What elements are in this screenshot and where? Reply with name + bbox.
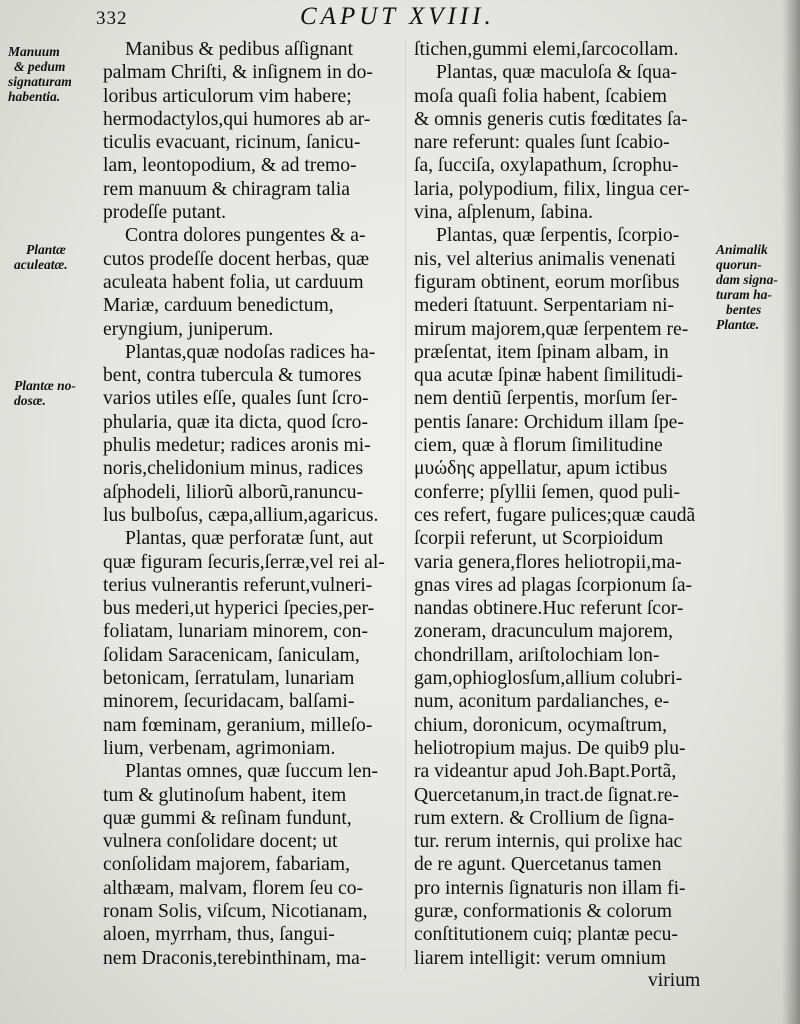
left-text-column (103, 38, 401, 970)
text-line: phularia, quæ ita dicta, quod ſcro- (103, 411, 368, 433)
text-line: aculeata habent folia, ut carduum (103, 271, 364, 293)
text-line: figuram obtinent, eorum morſibus (414, 271, 680, 293)
text-line: chondrillam, ariſtolochiam lon- (414, 644, 660, 666)
margin-note-hands-feet (8, 44, 72, 104)
text-line: pentis ſanare: Orchidum illam ſpe- (414, 411, 684, 433)
text-line: bus mederi,ut hyperici ſpecies,per- (103, 598, 375, 620)
text-line: Plantas omnes, quæ ſuccum len- (125, 761, 379, 783)
text-line: Plantas, quæ ſerpentis, ſcorpio- (436, 225, 680, 247)
text-line: phulis medetur; radices aronis mi- (103, 435, 371, 457)
text-line: qua acutæ ſpinæ habent ſimilitudi- (414, 365, 683, 387)
text-line: prodeſſe putant. (103, 202, 226, 224)
text-line: Plantas, quæ maculoſa & ſqua- (436, 62, 678, 84)
margin-note-line: Plantæ (26, 242, 66, 257)
text-line: ces refert, fugare pulices;quæ caudã (414, 504, 696, 526)
text-line: Mariæ, carduum benedictum, (103, 295, 334, 317)
margin-note-line: bentes (726, 302, 762, 317)
text-line: palmam Chriſti, & inſignem in do- (103, 62, 373, 84)
text-line: chium, doronicum, ocymaſtrum, (414, 714, 668, 736)
text-line: nem dentiũ ſerpentis, morſum ſer- (414, 388, 678, 410)
text-line: liarem intelligit: verum omnium (414, 947, 666, 969)
text-line: pro internis ſignaturis non illam fi- (414, 877, 686, 899)
margin-note-aculeatae (14, 242, 68, 272)
text-line: conſtitutionem cuiq; plantæ pecu- (414, 924, 678, 946)
text-line: ſa, ſucciſa, oxylapathum, ſcrophu- (414, 155, 679, 177)
text-line: gnas vires ad plagas ſcorpionum ſa- (414, 574, 693, 596)
text-line: laria, polypodium, filix, lingua cer- (414, 178, 690, 200)
text-line: ſolidam Saracenicam, ſaniculam, (103, 644, 360, 666)
text-line: althæam, malvam, florem ſeu co- (103, 877, 364, 899)
text-line: lus bulboſus, cæpa,allium,agaricus. (103, 504, 379, 526)
text-line: cutos prodeſſe docent herbas, quæ (103, 248, 370, 270)
text-line: Plantas,quæ nodoſas radices ha- (125, 341, 376, 363)
text-line: ra videantur apud Joh.Bapt.Portã, (414, 761, 677, 783)
text-line: quæ figuram ſecuris,ſerræ,vel rei al- (103, 551, 385, 573)
text-line: heliotropium majus. De quib9 plu- (414, 737, 686, 759)
text-line: rum extern. & Crollium de ſigna- (414, 807, 675, 829)
margin-note-line: signaturam (8, 74, 72, 89)
column-gutter (405, 40, 406, 970)
text-line: ticulis evacuant, ricinum, ſanicu- (103, 132, 361, 154)
text-line: ciem, quæ à florum ſimilitudine (414, 435, 663, 457)
text-line: mederi ſtatuunt. Serpentariam ni- (414, 295, 675, 317)
margin-note-line: aculeatæ. (14, 257, 68, 272)
text-line: hermodactylos,qui humores ab ar- (103, 108, 371, 130)
margin-note-line: Animalik (716, 242, 768, 257)
text-line: minorem, ſecuridacam, balſami- (103, 691, 355, 713)
margin-note-animalium (716, 242, 778, 332)
text-line: rem manuum & chiragram talia (103, 178, 351, 200)
text-line: nare referunt: quales ſunt ſcabio- (414, 132, 670, 154)
page-number: 332 (96, 8, 128, 29)
running-head: CAPUT XVIII. (300, 3, 495, 30)
text-line: mirum majorem,quæ ſerpentem re- (414, 318, 689, 340)
text-line: conferre; pſyllii ſemen, quod puli- (414, 481, 681, 503)
text-line: ſtichen,gummi elemi,ſarcocollam. (414, 39, 679, 60)
text-line: aſphodeli, liliorũ alborũ,ranuncu- (103, 481, 364, 503)
text-line: guræ, conformationis & colorum (414, 900, 672, 922)
text-line: ronam Solis, viſcum, Nicotianam, (103, 900, 368, 922)
text-line: nem Draconis,terebinthinam, ma- (103, 947, 367, 969)
margin-note-line: Manuum (8, 44, 60, 59)
page-edge-shadow (782, 0, 800, 1024)
text-line: Contra dolores pungentes & a- (125, 225, 366, 247)
text-line: lam, leontopodium, & ad tremo- (103, 155, 357, 177)
margin-note-line: quorun- (716, 257, 762, 272)
text-line: noris,chelidonium minus, radices (103, 458, 364, 480)
margin-note-line: dam signa- (716, 272, 778, 287)
text-line: aloen, myrrham, thus, ſangui- (103, 924, 335, 946)
text-line: gam,ophioglosſum,allium colubri- (414, 668, 683, 690)
page-header (0, 2, 800, 36)
text-line: nis, vel alterius animalis venenati (414, 248, 676, 270)
text-line: betonicam, ſerratulam, lunariam (103, 668, 355, 690)
margin-note-line: Plantæ no- (14, 378, 76, 393)
text-line: Manibus & pedibus aſſignant (125, 39, 354, 60)
text-line: nam fœminam, geranium, milleſo- (103, 714, 373, 736)
margin-note-nodosae (14, 378, 76, 408)
text-line: vina, aſplenum, ſabina. (414, 202, 594, 224)
text-line: vulnera conſolidare docent; ut (103, 831, 338, 853)
text-line: tum & glutinoſum habent, item (103, 784, 347, 806)
text-line: lium, verbenam, agrimoniam. (103, 737, 336, 759)
text-line: ſcorpii referunt, ut Scorpioidum (414, 528, 664, 550)
text-line: varios utiles eſſe, quales ſunt ſcro- (103, 388, 369, 410)
catchword: virium (648, 970, 701, 991)
text-line: Quercetanum,in tract.de ſignat.re- (414, 784, 679, 806)
text-line: foliatam, lunariam minorem, con- (103, 621, 368, 643)
text-line: num, aconitum pardalianches, e- (414, 691, 670, 713)
margin-note-line: turam ha- (716, 287, 772, 302)
text-line: zoneram, dracunculum majorem, (414, 621, 673, 643)
text-line: nandas obtinere.Huc referunt ſcor- (414, 598, 684, 620)
text-line: varia genera,flores heliotropii,ma- (414, 551, 682, 573)
margin-note-line: habentia. (8, 89, 61, 104)
text-line: bent, contra tubercula & tumores (103, 365, 362, 387)
text-line: eryngium, juniperum. (103, 318, 274, 340)
text-line: μυώδης appellatur, apum ictibus (414, 458, 668, 480)
right-text-column (414, 38, 712, 970)
text-line: Plantas, quæ perforatæ ſunt, aut (125, 528, 374, 550)
text-line: de re agunt. Quercetanus tamen (414, 854, 662, 876)
text-line: terius vulnerantis referunt,vulneri- (103, 574, 373, 596)
text-line: conſolidam majorem, fabariam, (103, 854, 351, 876)
text-line: quæ gummi & reſinam fundunt, (103, 807, 352, 829)
margin-note-line: dosæ. (14, 393, 46, 408)
text-line: moſa quaſi folia habent, ſcabiem (414, 85, 667, 107)
text-line: præſentat, item ſpinam albam, in (414, 341, 669, 363)
margin-note-line: Plantæ. (716, 317, 760, 332)
text-line: & omnis generis cutis fœditates ſa- (414, 108, 688, 130)
text-line: loribus articulorum vim habere; (103, 85, 352, 107)
text-line: tur. rerum internis, qui prolixe hac (414, 831, 683, 853)
margin-note-line: & pedum (14, 59, 66, 74)
